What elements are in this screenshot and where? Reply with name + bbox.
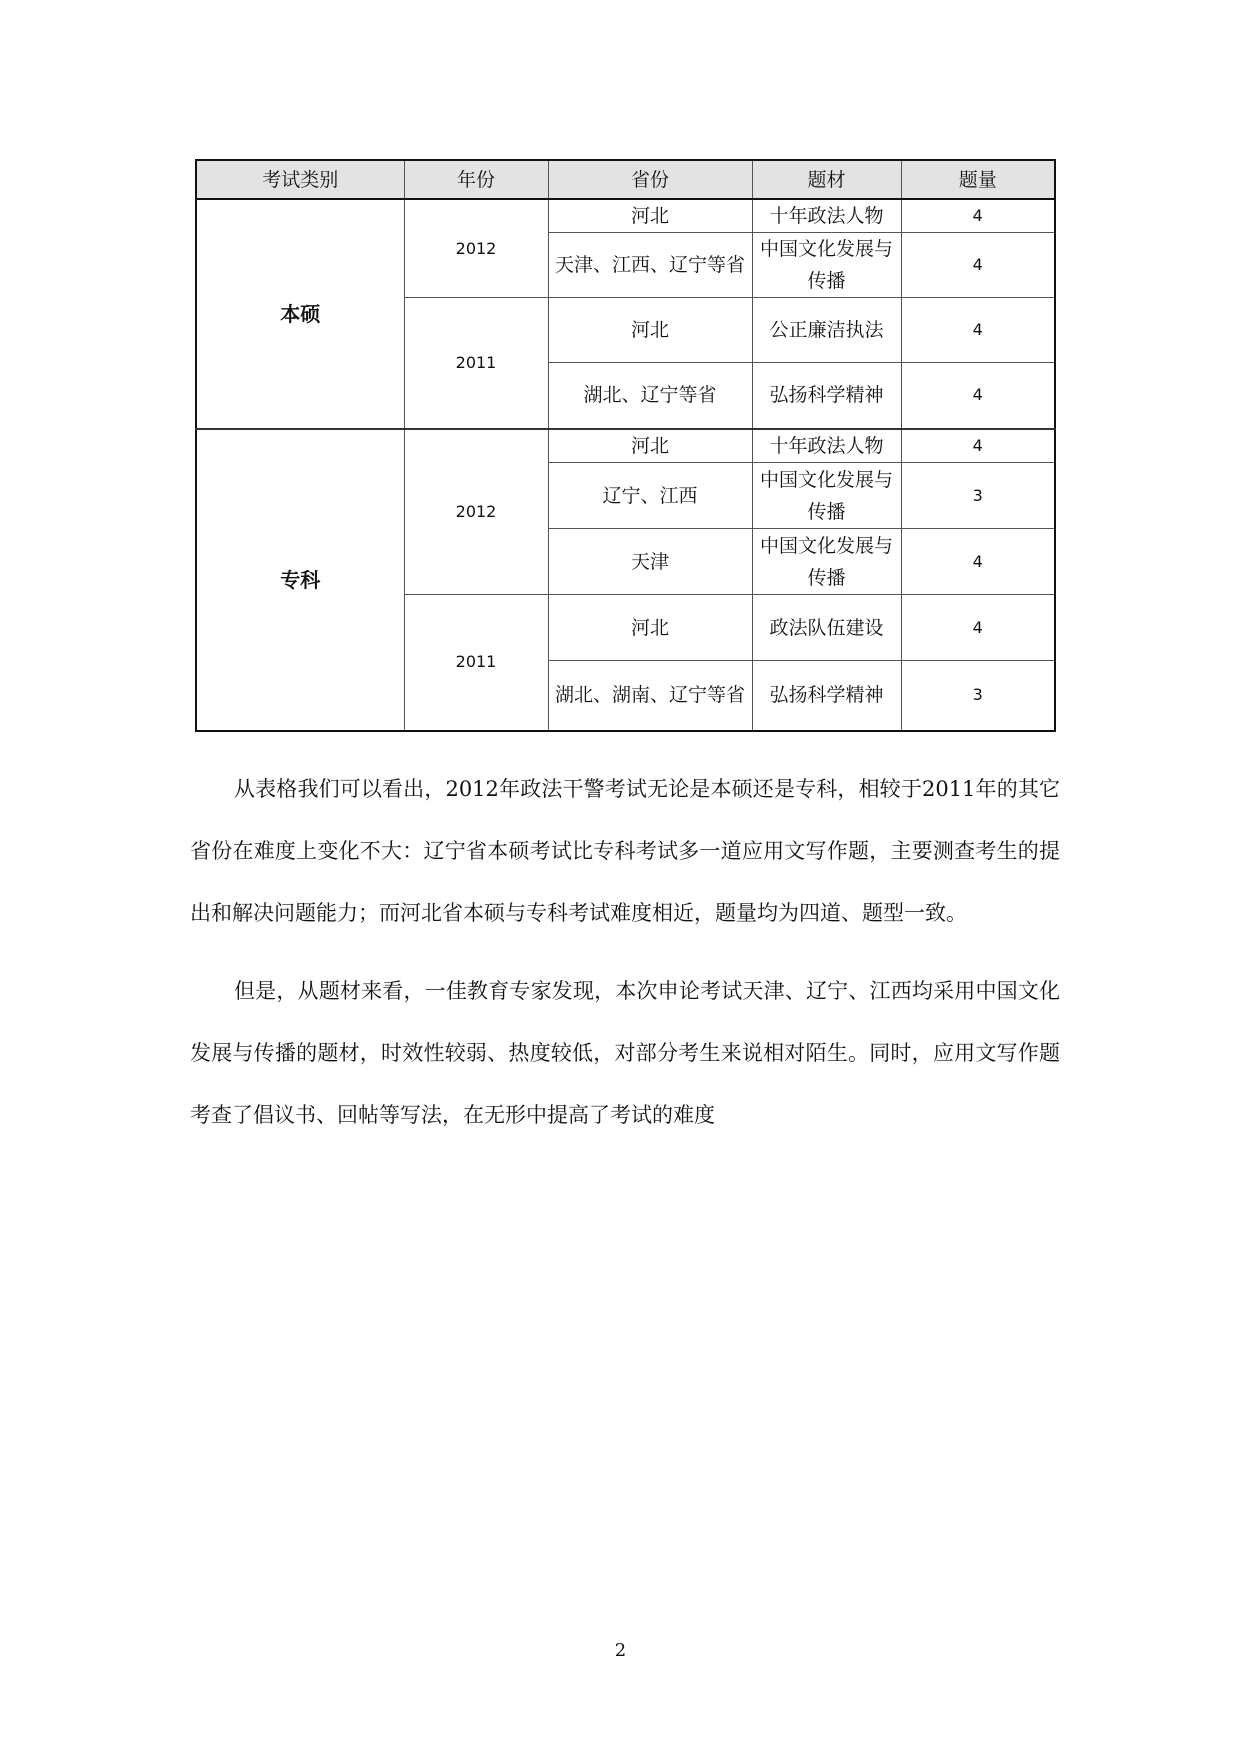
year-cell: 2012 [404,429,548,595]
count-cell: 4 [901,298,1055,363]
province-cell: 湖北、湖南、辽宁等省 [548,661,752,731]
province-cell: 天津 [548,529,752,595]
year-cell: 2011 [404,298,548,429]
category-cell: 本硕 [196,199,404,429]
count-cell: 4 [901,429,1055,463]
province-cell: 河北 [548,298,752,363]
topic-cell: 弘扬科学精神 [752,661,901,731]
topic-cell: 十年政法人物 [752,199,901,233]
header-year: 年份 [404,160,548,199]
body-paragraph-1: 从表格我们可以看出，2012年政法干警考试无论是本硕还是专科，相较于2011年的其它省份在难度上变化不大：辽宁省本硕考试比专科考试多一道应用文写作题，主要测查考生的提出和解决问题能力；而河北省本硕与专科考试难度相近，题量均为四道、题型一致。 [190,777,1060,925]
topic-cell: 政法队伍建设 [752,595,901,661]
province-cell: 湖北、辽宁等省 [548,363,752,429]
topic-cell: 十年政法人物 [752,429,901,463]
page-number: 2 [614,1640,627,1661]
count-cell: 4 [901,233,1055,298]
header-category: 考试类别 [196,160,404,199]
header-province: 省份 [548,160,752,199]
table-header-row [196,160,1055,199]
year-cell: 2012 [404,199,548,298]
year-cell: 2011 [404,595,548,731]
province-cell: 辽宁、江西 [548,463,752,529]
count-cell: 4 [901,595,1055,661]
count-cell: 3 [901,463,1055,529]
body-paragraph-2: 但是，从题材来看，一佳教育专家发现，本次申论考试天津、辽宁、江西均采用中国文化发展与传播的题材，时效性较弱、热度较低，对部分考生来说相对陌生。同时，应用文写作题考查了倡议书、回帖等写法，在无形中提高了考试的难度 [190,979,1060,1127]
count-cell: 4 [901,199,1055,233]
province-cell: 河北 [548,595,752,661]
table-row [196,429,1055,463]
topic-cell: 中国文化发展与传播 [752,233,901,298]
topic-cell: 公正廉洁执法 [752,298,901,363]
count-cell: 3 [901,661,1055,731]
table-row [196,199,1055,233]
count-cell: 4 [901,363,1055,429]
topic-cell: 中国文化发展与传播 [752,463,901,529]
header-topic: 题材 [752,160,901,199]
province-cell: 河北 [548,429,752,463]
header-count: 题量 [901,160,1055,199]
count-cell: 4 [901,529,1055,595]
topic-cell: 弘扬科学精神 [752,363,901,429]
topic-cell: 中国文化发展与传播 [752,529,901,595]
exam-statistics-table [195,159,1056,732]
province-cell: 天津、江西、辽宁等省 [548,233,752,298]
province-cell: 河北 [548,199,752,233]
category-cell: 专科 [196,429,404,731]
